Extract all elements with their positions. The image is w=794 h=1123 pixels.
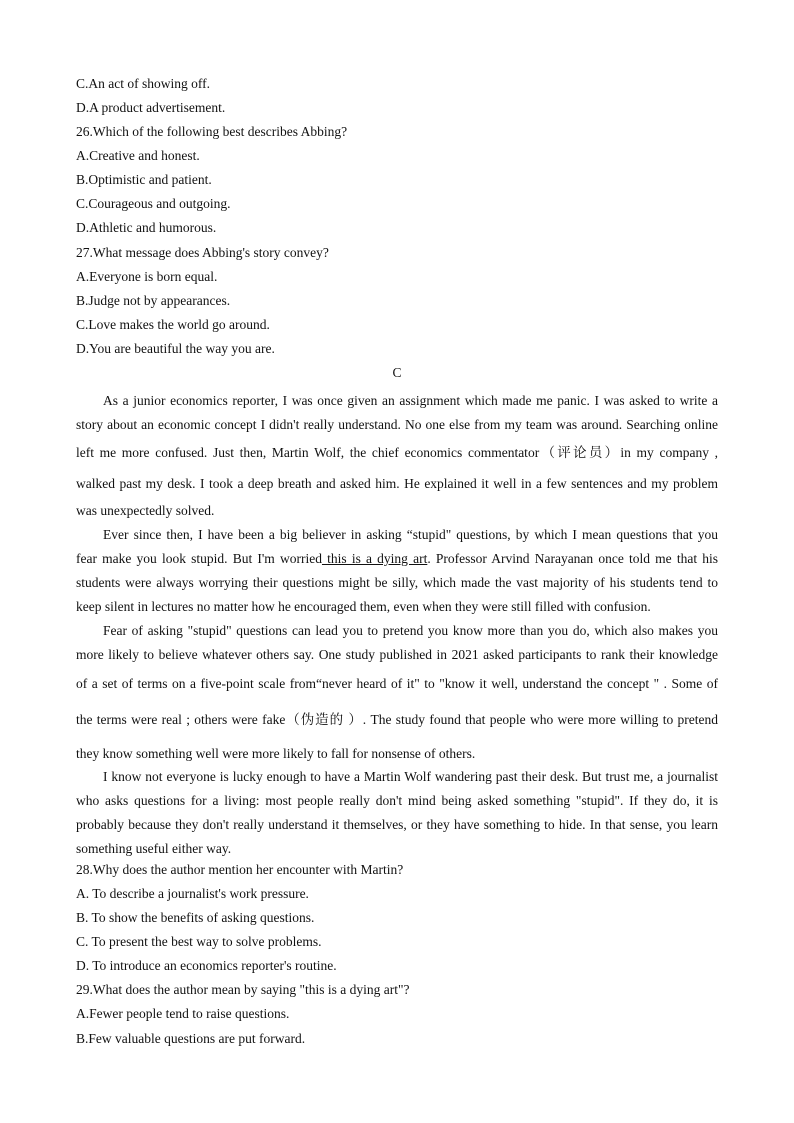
p4-line-2: who asks questions for a living: most people really don't mind being asked something "stupid". If they do, it is — [76, 793, 718, 808]
p3-line-5: they know something well were more likely to fall for nonsense of others. — [76, 746, 476, 761]
q29-question: 29.What does the author mean by saying "this is a dying art"? — [76, 982, 410, 997]
p3-line-3: of a set of terms on a five-point scale from“never heard of it" to "know it well, understand the concept " . Some of — [76, 676, 718, 691]
section-label: C — [392, 365, 402, 380]
p3-line-2: more likely to believe whatever others say. One study published in 2021 asked participants to rank their knowledge — [76, 647, 718, 662]
q27-option-a: A.Everyone is born equal. — [76, 269, 218, 284]
q25-option-d: D.A product advertisement. — [76, 100, 226, 115]
p1-line-5: was unexpectedly solved. — [76, 503, 215, 518]
p1-line-4: walked past my desk. I took a deep breath and asked him. He explained it well in a few sentences and my problem — [76, 476, 718, 491]
p4-line-4: something useful either way. — [76, 841, 232, 856]
passage-paragraph-1 — [76, 389, 718, 523]
q28-option-a: A. To describe a journalist's work pressure. — [76, 886, 309, 901]
dying-art-underlined: this is a dying art — [321, 551, 428, 566]
q26-option-a: A.Creative and honest. — [76, 148, 200, 163]
q26-option-b: B.Optimistic and patient. — [76, 172, 212, 187]
passage-paragraph-3 — [76, 619, 718, 769]
q26-option-c: C.Courageous and outgoing. — [76, 196, 231, 211]
p3-line-1: Fear of asking "stupid" questions can lead you to pretend you know more than you do, which also makes you — [103, 623, 718, 638]
q27-option-c: C.Love makes the world go around. — [76, 317, 270, 332]
p4-line-3: probably because they don't really understand it themselves, or they have something to hide. In that sense, you learn — [76, 817, 718, 832]
passage-paragraph-2 — [76, 523, 718, 619]
q26-question: 26.Which of the following best describes Abbing? — [76, 124, 348, 139]
q28-question: 28.Why does the author mention her encounter with Martin? — [76, 862, 404, 877]
q28-option-b: B. To show the benefits of asking questions. — [76, 910, 315, 925]
q28-option-c: C. To present the best way to solve problems. — [76, 934, 322, 949]
p2-line-2-before: fear make you look stupid. But I'm worried — [76, 551, 322, 566]
passage-paragraph-4 — [76, 765, 718, 861]
q26-option-d: D.Athletic and humorous. — [76, 220, 217, 235]
p4-line-1: I know not everyone is lucky enough to have a Martin Wolf wandering past their desk. But trust me, a journalist — [103, 769, 718, 784]
p2-line-3: students were always worrying their questions might be silly, which made the vast majority of his students tend to — [76, 575, 718, 590]
q27-question: 27.What message does Abbing's story convey? — [76, 245, 329, 260]
q27-option-b: B.Judge not by appearances. — [76, 293, 231, 308]
p2-line-1: Ever since then, I have been a big believer in asking “stupid" questions, by which I mean questions that you — [103, 527, 718, 542]
p2-line-4: keep silent in lectures no matter how he encouraged them, even when they were still filled with confusion. — [76, 599, 651, 614]
p2-line-2 — [76, 547, 718, 571]
p1-line-2: story about an economic concept I didn't really understand. No one else from my team was around. Searching online — [76, 417, 718, 432]
q29-option-a: A.Fewer people tend to raise questions. — [76, 1006, 290, 1021]
q29-option-b: B.Few valuable questions are put forward. — [76, 1031, 306, 1046]
p1-line-3: left me more confused. Just then, Martin Wolf, the chief economics commentator（评论员）in my company , — [76, 445, 718, 460]
q28-option-d: D. To introduce an economics reporter's routine. — [76, 958, 337, 973]
q25-option-c: C.An act of showing off. — [76, 76, 210, 91]
p1-line-1: As a junior economics reporter, I was once given an assignment which made me panic. I was asked to write a — [103, 393, 718, 408]
p2-line-2-after: . Professor Arvind Narayanan once told me that his — [427, 551, 719, 566]
p3-line-4: the terms were real ; others were fake（伪造的 ）. The study found that people who were more willing to pretend — [76, 712, 718, 727]
q27-option-d: D.You are beautiful the way you are. — [76, 341, 275, 356]
